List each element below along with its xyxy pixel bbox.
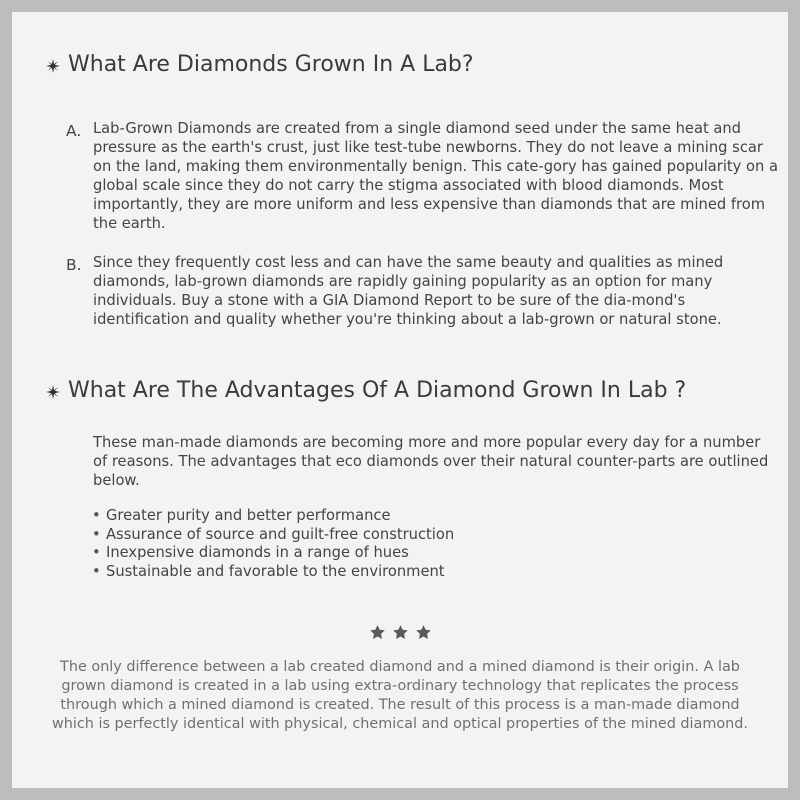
list-item-text: Sustainable and favorable to the environment <box>106 563 445 581</box>
bullet-dot-icon: • <box>92 563 101 581</box>
list-marker: B. <box>66 256 82 274</box>
list-item-b <box>66 253 778 329</box>
advantages-list <box>92 507 454 582</box>
list-item-text: Greater purity and better performance <box>106 507 391 524</box>
sparkle-icon <box>46 58 60 72</box>
section-heading-advantages <box>46 378 686 403</box>
section-heading-text: What Are Diamonds Grown In A Lab? <box>68 52 474 77</box>
bullet-dot-icon: • <box>92 507 101 524</box>
star-icon <box>392 624 409 641</box>
star-icon <box>369 624 386 641</box>
closing-paragraph: The only difference between a lab created diamond and a mined diamond is their origin. A lab grown diamond is created in a lab using extra-ordinary technology that replicates the process through which a mined diamond is created. The result of this process is a man-made diamond which is perfectly identical with physical, chemical and optical properties of the mined diamond. <box>51 659 749 732</box>
star-divider <box>12 624 788 641</box>
sparkle-icon <box>46 384 60 398</box>
section-heading-lab-grown <box>46 52 474 77</box>
list-item-text: Inexpensive diamonds in a range of hues <box>106 544 409 562</box>
bullet-dot-icon: • <box>92 544 101 562</box>
list-item <box>92 544 454 563</box>
advantages-intro: These man-made diamonds are becoming more and more popular every day for a number of reasons. The advantages that eco diamonds over their natural counter-parts are outlined below. <box>93 434 769 489</box>
list-marker: A. <box>66 122 82 140</box>
list-item <box>92 507 454 526</box>
section-heading-text: What Are The Advantages Of A Diamond Grown In Lab ? <box>68 378 687 403</box>
list-item <box>92 563 454 582</box>
list-item-text: Lab-Grown Diamonds are created from a single diamond seed under the same heat and pressure as the earth's crust, just like test-tube newborns. They do not leave a mining scar on the land, making them environmentally benign. This cate-gory has gained popularity on a global scale since they do not carry the stigma associated with blood diamonds. Most importantly, they are more uniform and less expensive than diamonds that are mined from the earth. <box>93 120 778 232</box>
list-item <box>92 526 454 545</box>
star-icon <box>415 624 432 641</box>
bullet-dot-icon: • <box>92 525 101 543</box>
content-card <box>12 12 788 788</box>
list-item-text: Assurance of source and guilt-free construction <box>106 525 455 543</box>
list-item-text: Since they frequently cost less and can have the same beauty and qualities as mined diamonds, lab-grown diamonds are rapidly gaining popularity as an option for many individuals. Buy a stone with a GIA Diamond Report to be sure of the dia-mond's identification and quality whether you're thinking about a lab-grown or natural stone. <box>93 254 724 328</box>
list-item-a <box>66 119 778 233</box>
